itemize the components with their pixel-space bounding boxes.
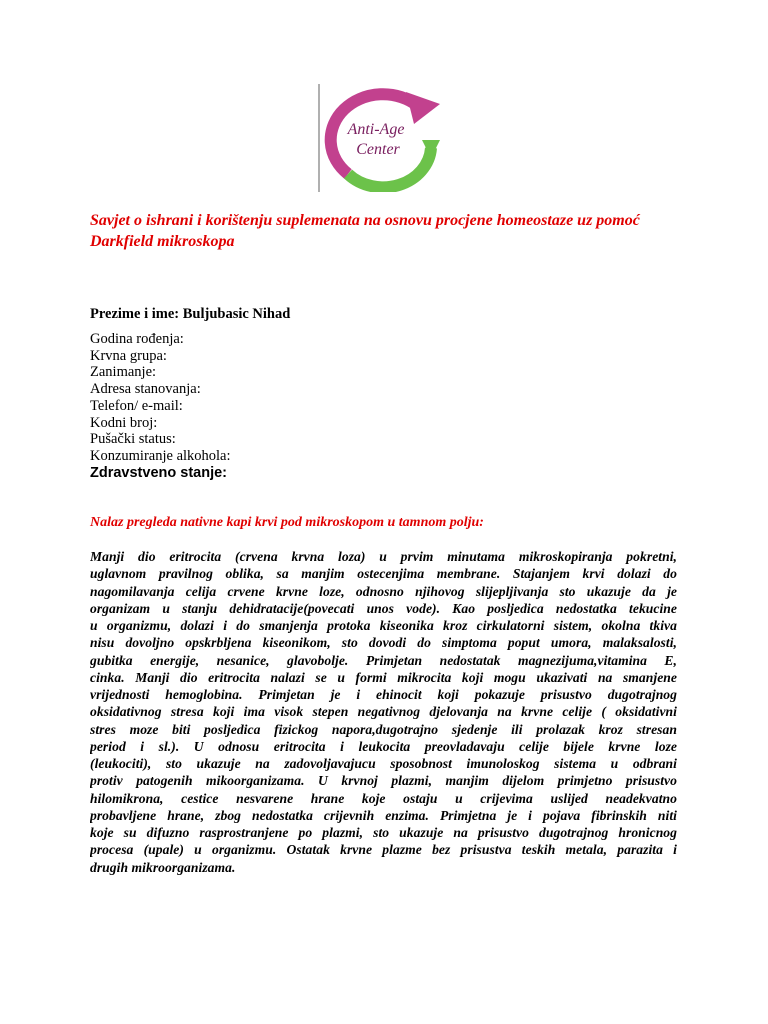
field-blood-group: Krvna grupa: bbox=[90, 347, 167, 364]
finding-line: Manji dio eritrocita (crvena krvna loza) u prvim minutama mikroskopiranja pokretni, bbox=[90, 549, 677, 564]
patient-fields-list bbox=[90, 331, 231, 465]
finding-line: probavljene hrane, zbog nedostatka crijevnih enzima. Primjetna je i pojava fibrinskih niti bbox=[90, 807, 677, 823]
finding-line: koje su difuzno rasprostranjene po plazmi, sto ukazuje na prisustvo dugotrajnog hronicnog bbox=[90, 825, 677, 840]
finding-line: stres moze biti posljedica fizickog napora,dugotrajno sjedenje ili prolazak kroz stresan bbox=[90, 721, 677, 737]
finding-line: hilomikrona, cestice nesvarene hrane koje ostaju u crijevima uslijed neadekvatno bbox=[90, 790, 677, 806]
document-title: Savjet o ishrani i korištenju suplemenata na osnovu procjene homeostaze uz pomoć Darkfield mikroskopa bbox=[90, 212, 640, 250]
logo-graphic bbox=[318, 84, 450, 192]
field-birth-year: Godina rođenja: bbox=[90, 331, 184, 347]
field-address: Adresa stanovanja: bbox=[90, 381, 201, 398]
field-alcohol: Konzumiranje alkohola: bbox=[90, 447, 231, 464]
logo-arrow-head bbox=[406, 92, 440, 124]
patient-name-row: Prezime i ime: Buljubasic Nihad bbox=[90, 306, 291, 322]
finding-line: nisu dovoljno opskrbljena kiseonikom, sto dovodi do simptoma poput umora, malaksalosti, bbox=[90, 635, 677, 651]
finding-line: uglavnom pravilnog oblika, sa manjim ostecenjima membrane. Stajanjem krvi dolazi do bbox=[90, 566, 677, 582]
field-code-number: Kodni broj: bbox=[90, 414, 158, 431]
finding-line: gubitka energije, nesanice, glavobolje. Primjetan nedostatak magnezijuma,vitamina E, bbox=[90, 652, 677, 668]
finding-line: u organizmu, dolazi i do smanjenja protoka kiseonika kroz cirkulatorni sistem, okolna tkiva bbox=[90, 618, 677, 633]
finding-line: period i sl.). U odnosu eritrocita i leukocita preovladavaju celije bijele krvne loze bbox=[90, 738, 677, 754]
field-smoking-status: Pušački status: bbox=[90, 431, 176, 448]
field-phone-email: Telefon/ e-mail: bbox=[90, 397, 183, 414]
finding-line: cinka. Manji dio eritrocita nalazi se u formi mikrocita koji mogu ukazivati na smanjene bbox=[90, 669, 677, 685]
field-occupation: Zanimanje: bbox=[90, 364, 157, 381]
finding-line: (leukociti), sto ukazuje na zadovoljavajucu sposobnost imunoloskog sistema u odbrani bbox=[90, 756, 677, 771]
finding-line: protiv patogenih mikoorganizama. U krvnoj plazmi, manjim dijelom primjetno prisustvo bbox=[90, 773, 677, 789]
logo-text-line1: Anti-Age bbox=[347, 121, 405, 138]
finding-line: nagomilavanja celija crvene krvne loze, odnosno njihovog slijepljivanja sto ukazuje da je bbox=[90, 583, 677, 599]
finding-line: vrijednosti hemoglobina. Primjetan je i ehinocit koji pokazuje prisustvo dugotrajnog bbox=[90, 687, 677, 702]
finding-paragraph bbox=[90, 548, 677, 876]
finding-line: oksidativnog stresa koji ima visok stepen negativnog djelovanja na krvne celije ( oksidativni bbox=[90, 704, 677, 720]
finding-line: drugih mikroorganizama. bbox=[90, 859, 236, 875]
logo-text-line2: Center bbox=[356, 141, 400, 158]
finding-heading: Nalaz pregleda nativne kapi krvi pod mikroskopom u tamnom polju: bbox=[90, 515, 484, 530]
anti-age-center-logo bbox=[318, 84, 450, 192]
health-status-label: Zdravstveno stanje: bbox=[90, 465, 227, 481]
finding-line: procesa (upale) u organizmu. Ostatak krvne plazme bez prisustva teskih metala, parazita i bbox=[90, 842, 677, 858]
finding-line: organizam u stanju dehidratacije(povecati unos vode). Kao posljedica nedostatka tekucine bbox=[90, 600, 677, 616]
